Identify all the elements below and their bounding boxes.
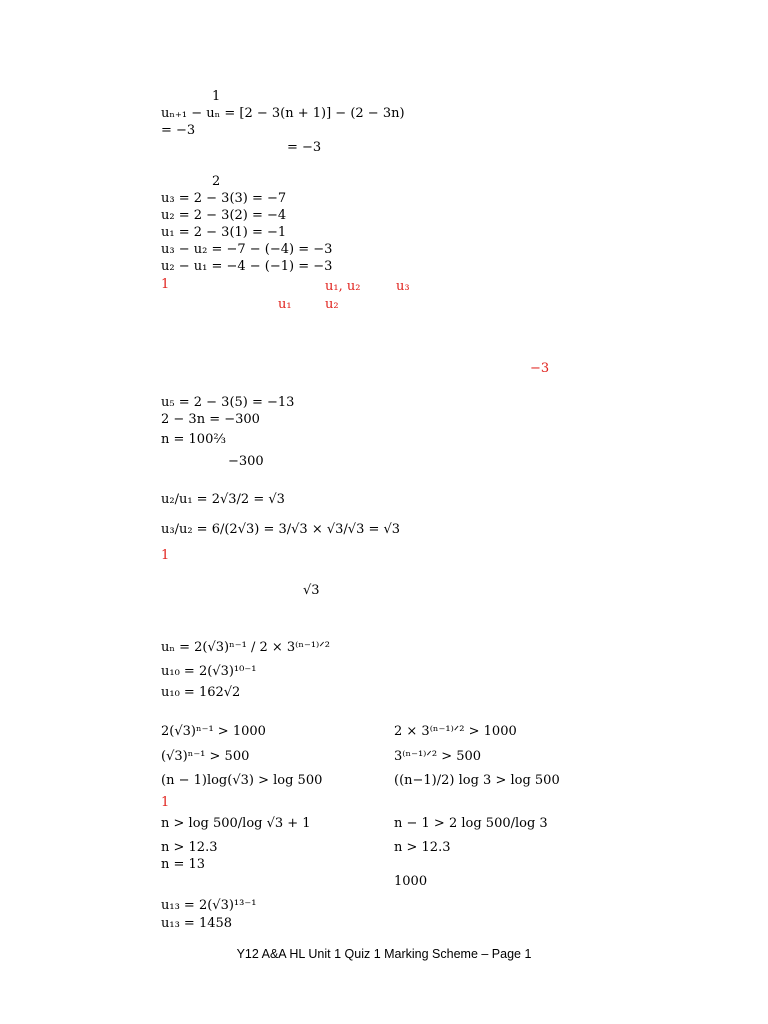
equation-line: 1000 [394, 874, 428, 889]
question-marker: 2 [212, 174, 221, 189]
equation-line: u₁ = 2 − 3(1) = −1 [161, 225, 287, 240]
equation-line: u₁₀ = 162√2 [161, 685, 241, 700]
equation-line: = −3 [161, 123, 196, 138]
equation-line: ((n−1)/2) log 3 > log 500 [394, 773, 560, 788]
equation-line: u₅ = 2 − 3(5) = −13 [161, 395, 295, 410]
mark-annotation: u₂ [325, 297, 339, 312]
equation-line: 2(√3)ⁿ⁻¹ > 1000 [161, 724, 266, 739]
mark-annotation: 1 [161, 277, 170, 292]
page-footer: Y12 A&A HL Unit 1 Quiz 1 Marking Scheme – Page 1 [236, 947, 532, 961]
equation-line: n − 1 > 2 log 500/log 3 [394, 816, 548, 831]
mark-annotation: u₃ [396, 279, 410, 294]
equation-line: −300 [228, 454, 264, 469]
mark-annotation: −3 [530, 361, 550, 376]
equation-line: uₙ = 2(√3)ⁿ⁻¹ / 2 × 3⁽ⁿ⁻¹⁾ᐟ² [161, 640, 330, 655]
equation-line: n = 13 [161, 857, 206, 872]
equation-line: n = 100⅔ [161, 432, 226, 447]
equation-line: u₃/u₂ = 6/(2√3) = 3/√3 × √3/√3 = √3 [161, 522, 401, 537]
equation-line: u₃ − u₂ = −7 − (−4) = −3 [161, 242, 333, 257]
equation-line: u₃ = 2 − 3(3) = −7 [161, 191, 287, 206]
equation-line: √3 [303, 583, 320, 598]
mark-annotation: u₁, u₂ [325, 279, 361, 294]
equation-line: u₂/u₁ = 2√3/2 = √3 [161, 492, 285, 507]
equation-line: 3⁽ⁿ⁻¹⁾ᐟ² > 500 [394, 749, 482, 764]
question-marker: 1 [212, 89, 221, 104]
equation-line: (n − 1)log(√3) > log 500 [161, 773, 323, 788]
equation-line: 2 − 3n = −300 [161, 412, 260, 427]
equation-line: n > log 500/log √3 + 1 [161, 816, 311, 831]
equation-line: n > 12.3 [161, 840, 218, 855]
equation-line: uₙ₊₁ − uₙ = [2 − 3(n + 1)] − (2 − 3n) [161, 106, 405, 121]
equation-line: (√3)ⁿ⁻¹ > 500 [161, 749, 250, 764]
equation-line: u₁₀ = 2(√3)¹⁰⁻¹ [161, 664, 257, 679]
equation-line: n > 12.3 [394, 840, 451, 855]
mark-annotation: u₁ [278, 297, 292, 312]
equation-line: u₁₃ = 1458 [161, 916, 233, 931]
mark-annotation: 1 [161, 548, 170, 563]
equation-line: = −3 [287, 140, 322, 155]
equation-line: u₂ = 2 − 3(2) = −4 [161, 208, 287, 223]
equation-line: 2 × 3⁽ⁿ⁻¹⁾ᐟ² > 1000 [394, 724, 517, 739]
mark-annotation: 1 [161, 795, 170, 810]
equation-line: u₂ − u₁ = −4 − (−1) = −3 [161, 259, 333, 274]
equation-line: u₁₃ = 2(√3)¹³⁻¹ [161, 898, 257, 913]
